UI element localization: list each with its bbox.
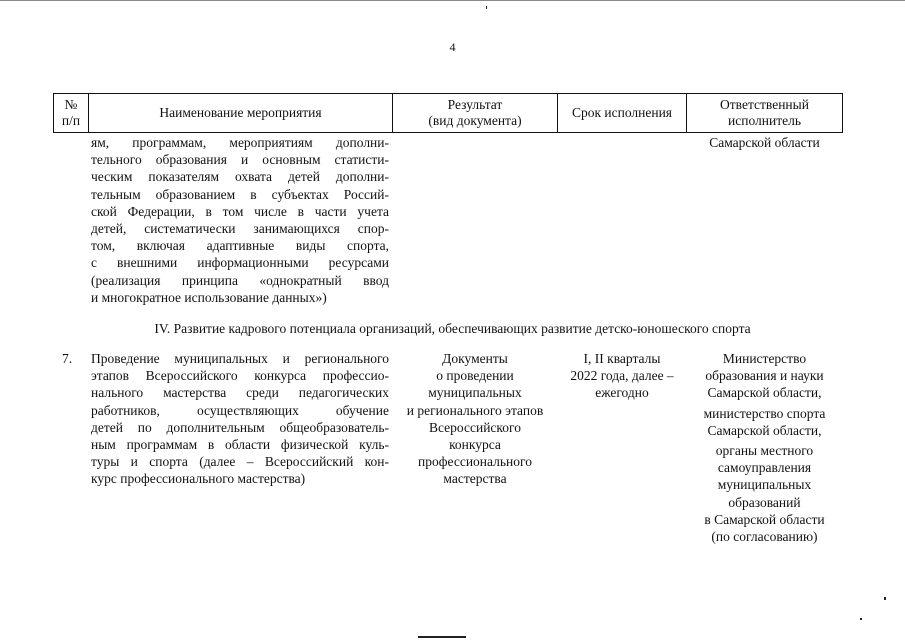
scan-bottom-mark: [418, 636, 466, 638]
row7-deadline-line: I, II кварталы: [583, 351, 661, 366]
row7-result-line: Документы: [442, 351, 508, 366]
continued-name-line: детей, систематически занимающихся спор-: [91, 221, 389, 237]
row7-deadline: [557, 350, 687, 402]
header-name-cell: [88, 93, 393, 133]
row7-name-line: работников, осуществляющих обучение: [91, 402, 389, 418]
continued-name-line: том, включая адаптивные виды спорта,: [91, 238, 389, 254]
row7-name-line: Проведение муниципальных и регионального: [91, 351, 389, 366]
row7-responsible: [686, 350, 843, 545]
row7-result-line: муниципальных: [428, 385, 522, 401]
continued-name-line: ям, программам, мероприятиям дополни-: [91, 135, 389, 150]
header-deadline: Срок исполнения: [571, 105, 673, 120]
continued-row-responsible: Самарской области: [709, 135, 820, 150]
continued-name-line: с внешними информационными ресурсами: [91, 255, 389, 271]
header-responsible-line-2: исполнитель: [728, 113, 801, 128]
row7-deadline-line: ежегодно: [595, 385, 649, 401]
header-result-line-1: Результат: [447, 97, 503, 112]
responsible-line: Самарской области,: [707, 422, 822, 438]
row7-name-line: ным программам в области физической куль-: [91, 437, 389, 453]
row7-name-line: курс профессионального мастерства): [91, 471, 306, 487]
row7-result-line: Всероссийского: [429, 419, 521, 435]
responsible-line: образования и науки: [705, 368, 824, 384]
continued-name-line: и многократное использование данных»): [91, 289, 327, 305]
row7-result-line: и регионального этапов: [406, 402, 544, 418]
row7-result-line: конкурса: [449, 437, 501, 453]
continued-name-line: тельным образованием в субъектах Россий-: [91, 186, 389, 202]
responsible-line: образований: [728, 494, 801, 510]
continued-row-name: [91, 134, 389, 306]
row7-name-line: этапов Всероссийского конкурса профессио-: [91, 368, 389, 384]
scan-speck: [884, 597, 886, 600]
continued-name-line: тельного образования и основным статисти-: [91, 152, 389, 168]
page-number: 4: [449, 40, 456, 54]
header-deadline-cell: [557, 93, 687, 133]
row7-name-line: детей по дополнительным общеобразователь-: [91, 419, 389, 435]
responsible-group: [686, 442, 843, 545]
header-result-cell: [392, 93, 558, 133]
continued-name-line: (реализация принципа «однократный ввод: [91, 272, 389, 288]
header-name: Наименование мероприятия: [159, 105, 322, 120]
row7-number: 7.: [62, 351, 73, 366]
responsible-line: органы местного: [715, 443, 814, 459]
row7-result-line: мастерства: [443, 471, 507, 487]
responsible-line: (по согласованию): [711, 529, 818, 545]
row7-result-line: профессионального: [418, 454, 532, 470]
row7-result-line: о проведении: [436, 368, 514, 384]
scan-edge-line: [0, 0, 905, 1]
row7-name-line: туры и спорта (далее – Всероссийский кон-: [91, 454, 389, 470]
responsible-line: самоуправления: [717, 460, 812, 476]
row7-name-line: нального мастерства среди педагогических: [91, 385, 389, 401]
scan-speck: [860, 618, 862, 620]
responsible-group: [686, 405, 843, 439]
header-number-cell: [53, 93, 89, 133]
header-number-line-2: п/п: [61, 113, 81, 128]
header-responsible-line-1: Ответственный: [720, 97, 809, 112]
responsible-line: Самарской области,: [707, 385, 822, 401]
row7-deadline-line: 2022 года, далее –: [570, 368, 674, 384]
row7-result: [392, 350, 558, 488]
responsible-line: министерство спорта: [703, 405, 826, 421]
continued-name-line: ческим показателям охвата детей дополни-: [91, 169, 389, 185]
section-heading: IV. Развитие кадрового потенциала организаций, обеспечивающих развитие детско-юношеского спорта: [154, 321, 751, 336]
header-number-line-1: №: [64, 97, 78, 112]
responsible-group: [686, 350, 843, 402]
responsible-line: Министерство: [722, 351, 807, 366]
header-responsible-cell: [686, 93, 843, 133]
continued-name-line: ской Федерации, в том числе в части учета: [91, 203, 389, 219]
responsible-line: муниципальных: [717, 477, 812, 493]
responsible-line: в Самарской области: [704, 511, 825, 527]
row7-name: [91, 350, 389, 488]
header-result-line-2: (вид документа): [428, 113, 522, 128]
scan-speck: [486, 6, 487, 9]
